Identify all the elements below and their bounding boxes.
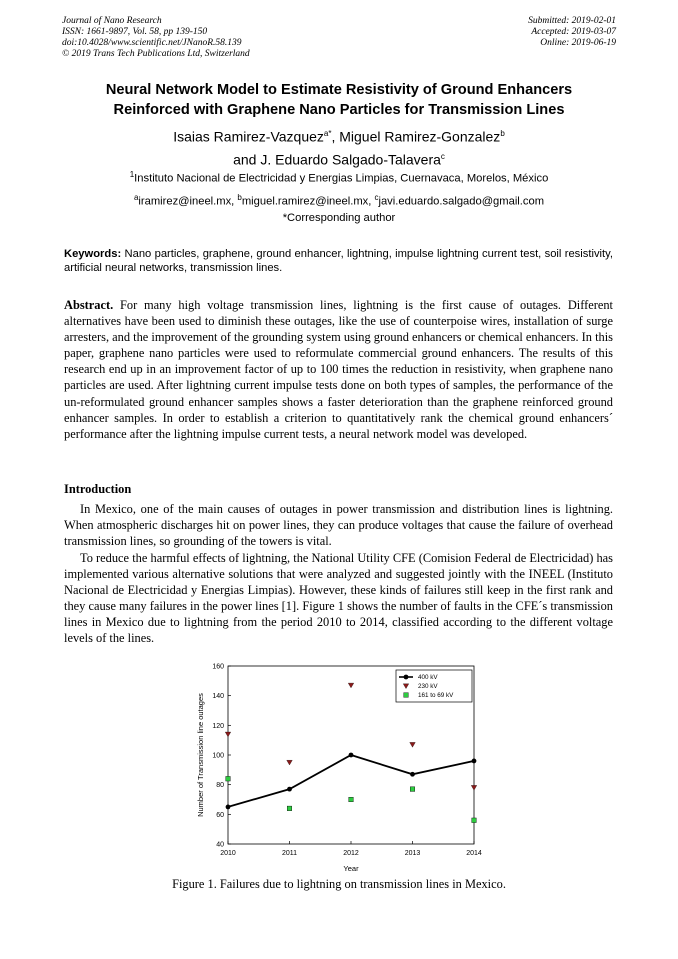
y-tick-label: 40 <box>216 841 224 849</box>
series-2-point <box>287 760 293 765</box>
email-list <box>40 190 638 210</box>
series-3-point <box>287 806 292 811</box>
keywords-text: Nano particles, graphene, ground enhancer, lightning, impulse lightning current test, soil resistivity, artificial neural networks, transmission lines. <box>64 248 613 274</box>
x-tick-label: 2010 <box>220 850 236 857</box>
y-tick-label: 100 <box>212 752 224 760</box>
corresponding-author-note: *Corresponding author <box>282 212 396 224</box>
series-2-point <box>348 683 354 688</box>
email-sup: c <box>374 193 379 202</box>
header-journal-info <box>62 16 250 60</box>
email-sup: a <box>133 193 139 202</box>
email-link: javi.eduardo.salgado@gmail.com <box>378 195 545 208</box>
series-3-point <box>410 787 415 792</box>
y-tick-label: 60 <box>216 811 224 819</box>
author-list <box>50 124 628 169</box>
author-name: Miguel Ramirez-Gonzalez <box>339 128 501 145</box>
paper-title <box>50 80 628 120</box>
journal-issn: ISSN: 1661-9897, Vol. 58, pp 139-150 <box>62 27 208 37</box>
author-separator: , <box>331 128 340 145</box>
section-heading-introduction: Introduction <box>64 482 132 496</box>
title-line-1: Neural Network Model to Estimate Resistivity of Ground Enhancers <box>105 82 573 98</box>
series-3-point <box>226 776 231 781</box>
email-link: miguel.ramirez@ineel.mx, <box>241 195 375 208</box>
affiliation-sup: 1 <box>129 170 135 179</box>
author-affil-sup: c <box>440 151 445 161</box>
figure-caption: Figure 1. Failures due to lightning on transmission lines in Mexico. <box>172 877 506 891</box>
series-2-point <box>225 732 231 737</box>
legend-label: 400 kV <box>418 674 438 682</box>
intro-paragraph-2: To reduce the harmful effects of lightning, the National Utility CFE (Comision Federal de Electricidad) has implemented various alternative solutions that were analyzed and suggested jointly with the INEEL (Instituto Nacional de Electricidad y Energias Limpias). However, these kinds of failures still keep in the first rank and they cause many failures in the power lines [1]. Figure 1 shows the number of faults in the CFE´s transmission lines in Mexico due to lightning from the period 2010 to 2014, classified according to the different voltage levels of the lines. <box>64 551 613 646</box>
legend-label: 161 to 69 kV <box>418 692 454 700</box>
series-1-point <box>349 753 354 758</box>
author-name: Isaias Ramirez-Vazquez <box>173 128 324 145</box>
y-tick-label: 80 <box>216 782 224 790</box>
series-2-point <box>471 785 477 790</box>
x-tick-label: 2013 <box>404 850 421 857</box>
author-name: J. Eduardo Salgado-Talavera <box>260 151 441 168</box>
keywords <box>64 247 613 275</box>
legend-marker <box>404 675 409 680</box>
date-online: Online: 2019-06-19 <box>540 38 616 48</box>
journal-copyright: © 2019 Trans Tech Publications Ltd, Switzerland <box>62 49 250 59</box>
abstract <box>64 297 613 442</box>
abstract-text: For many high voltage transmission lines, lightning is the first cause of outages. Different alternatives have been used to diminish these outages, like the use of counterpoise wires, installation of surge arresters, and the improvement of the grounding system using ground enhancers or chemical enhancers. In this paper, graphene nano particles were used to reformulate commercial ground enhancers. The results of this research end up in an improvement factor of up to 100 times the reduction in resistivity, when graphene nano particles are used. After lightning current impulse tests done on both types of samples, the performance of the un-reformulated ground enhancer samples shows a faster deterioration than the graphene reinforced ground enhancer samples. In order to establish a criterion to quantitatively rank the chemical ground enhancers´ performance after the lightning impulse current tests, a neural network model was developed. <box>64 298 613 441</box>
series-1-point <box>410 772 415 777</box>
author-affil-sup: a* <box>323 129 332 138</box>
affiliation-text: Instituto Nacional de Electricidad y Energias Limpias, Cuernavaca, Morelos, México <box>134 172 549 185</box>
abstract-label: Abstract. <box>64 298 114 312</box>
series-1-point <box>472 759 477 764</box>
email-link: iramirez@ineel.mx, <box>138 195 238 208</box>
series-2-point <box>410 742 416 747</box>
series-1-point <box>287 787 292 792</box>
x-tick-label: 2011 <box>281 850 298 857</box>
legend-label: 230 kV <box>418 683 438 691</box>
journal-name: Journal of Nano Research <box>62 16 162 26</box>
affiliation <box>40 167 638 187</box>
x-tick-label: 2012 <box>343 850 359 857</box>
email-sup: b <box>237 193 242 202</box>
outages-chart <box>190 658 490 880</box>
intro-paragraph-1: In Mexico, one of the main causes of outages in power transmission and distribution lines is lightning. When atmospheric discharges hit on power lines, they can produce voltages that cause the failure of overhead transmission lines, so grounding of the towers is vital. <box>64 502 613 549</box>
y-tick-label: 160 <box>212 663 224 671</box>
date-submitted: Submitted: 2019-02-01 <box>528 16 616 26</box>
x-tick-label: 2014 <box>466 850 482 857</box>
author-conjunction: and <box>233 151 261 168</box>
y-tick-label: 140 <box>212 693 224 701</box>
series-1-point <box>226 805 231 810</box>
x-axis-label: Year <box>343 864 359 873</box>
journal-doi: doi:10.4028/www.scientific.net/JNanoR.58.139 <box>62 38 242 48</box>
series-3-point <box>349 797 354 802</box>
title-line-2: Reinforced with Graphene Nano Particles for Transmission Lines <box>113 102 565 118</box>
y-tick-label: 120 <box>212 722 224 730</box>
keywords-label: Keywords: <box>64 248 122 260</box>
header-dates <box>528 16 616 49</box>
y-axis-label: Number of Transmission line outages <box>196 693 205 817</box>
author-affil-sup: b <box>500 129 505 138</box>
date-accepted: Accepted: 2019-03-07 <box>531 27 616 37</box>
legend-marker <box>404 693 409 698</box>
series-3-point <box>472 818 477 823</box>
